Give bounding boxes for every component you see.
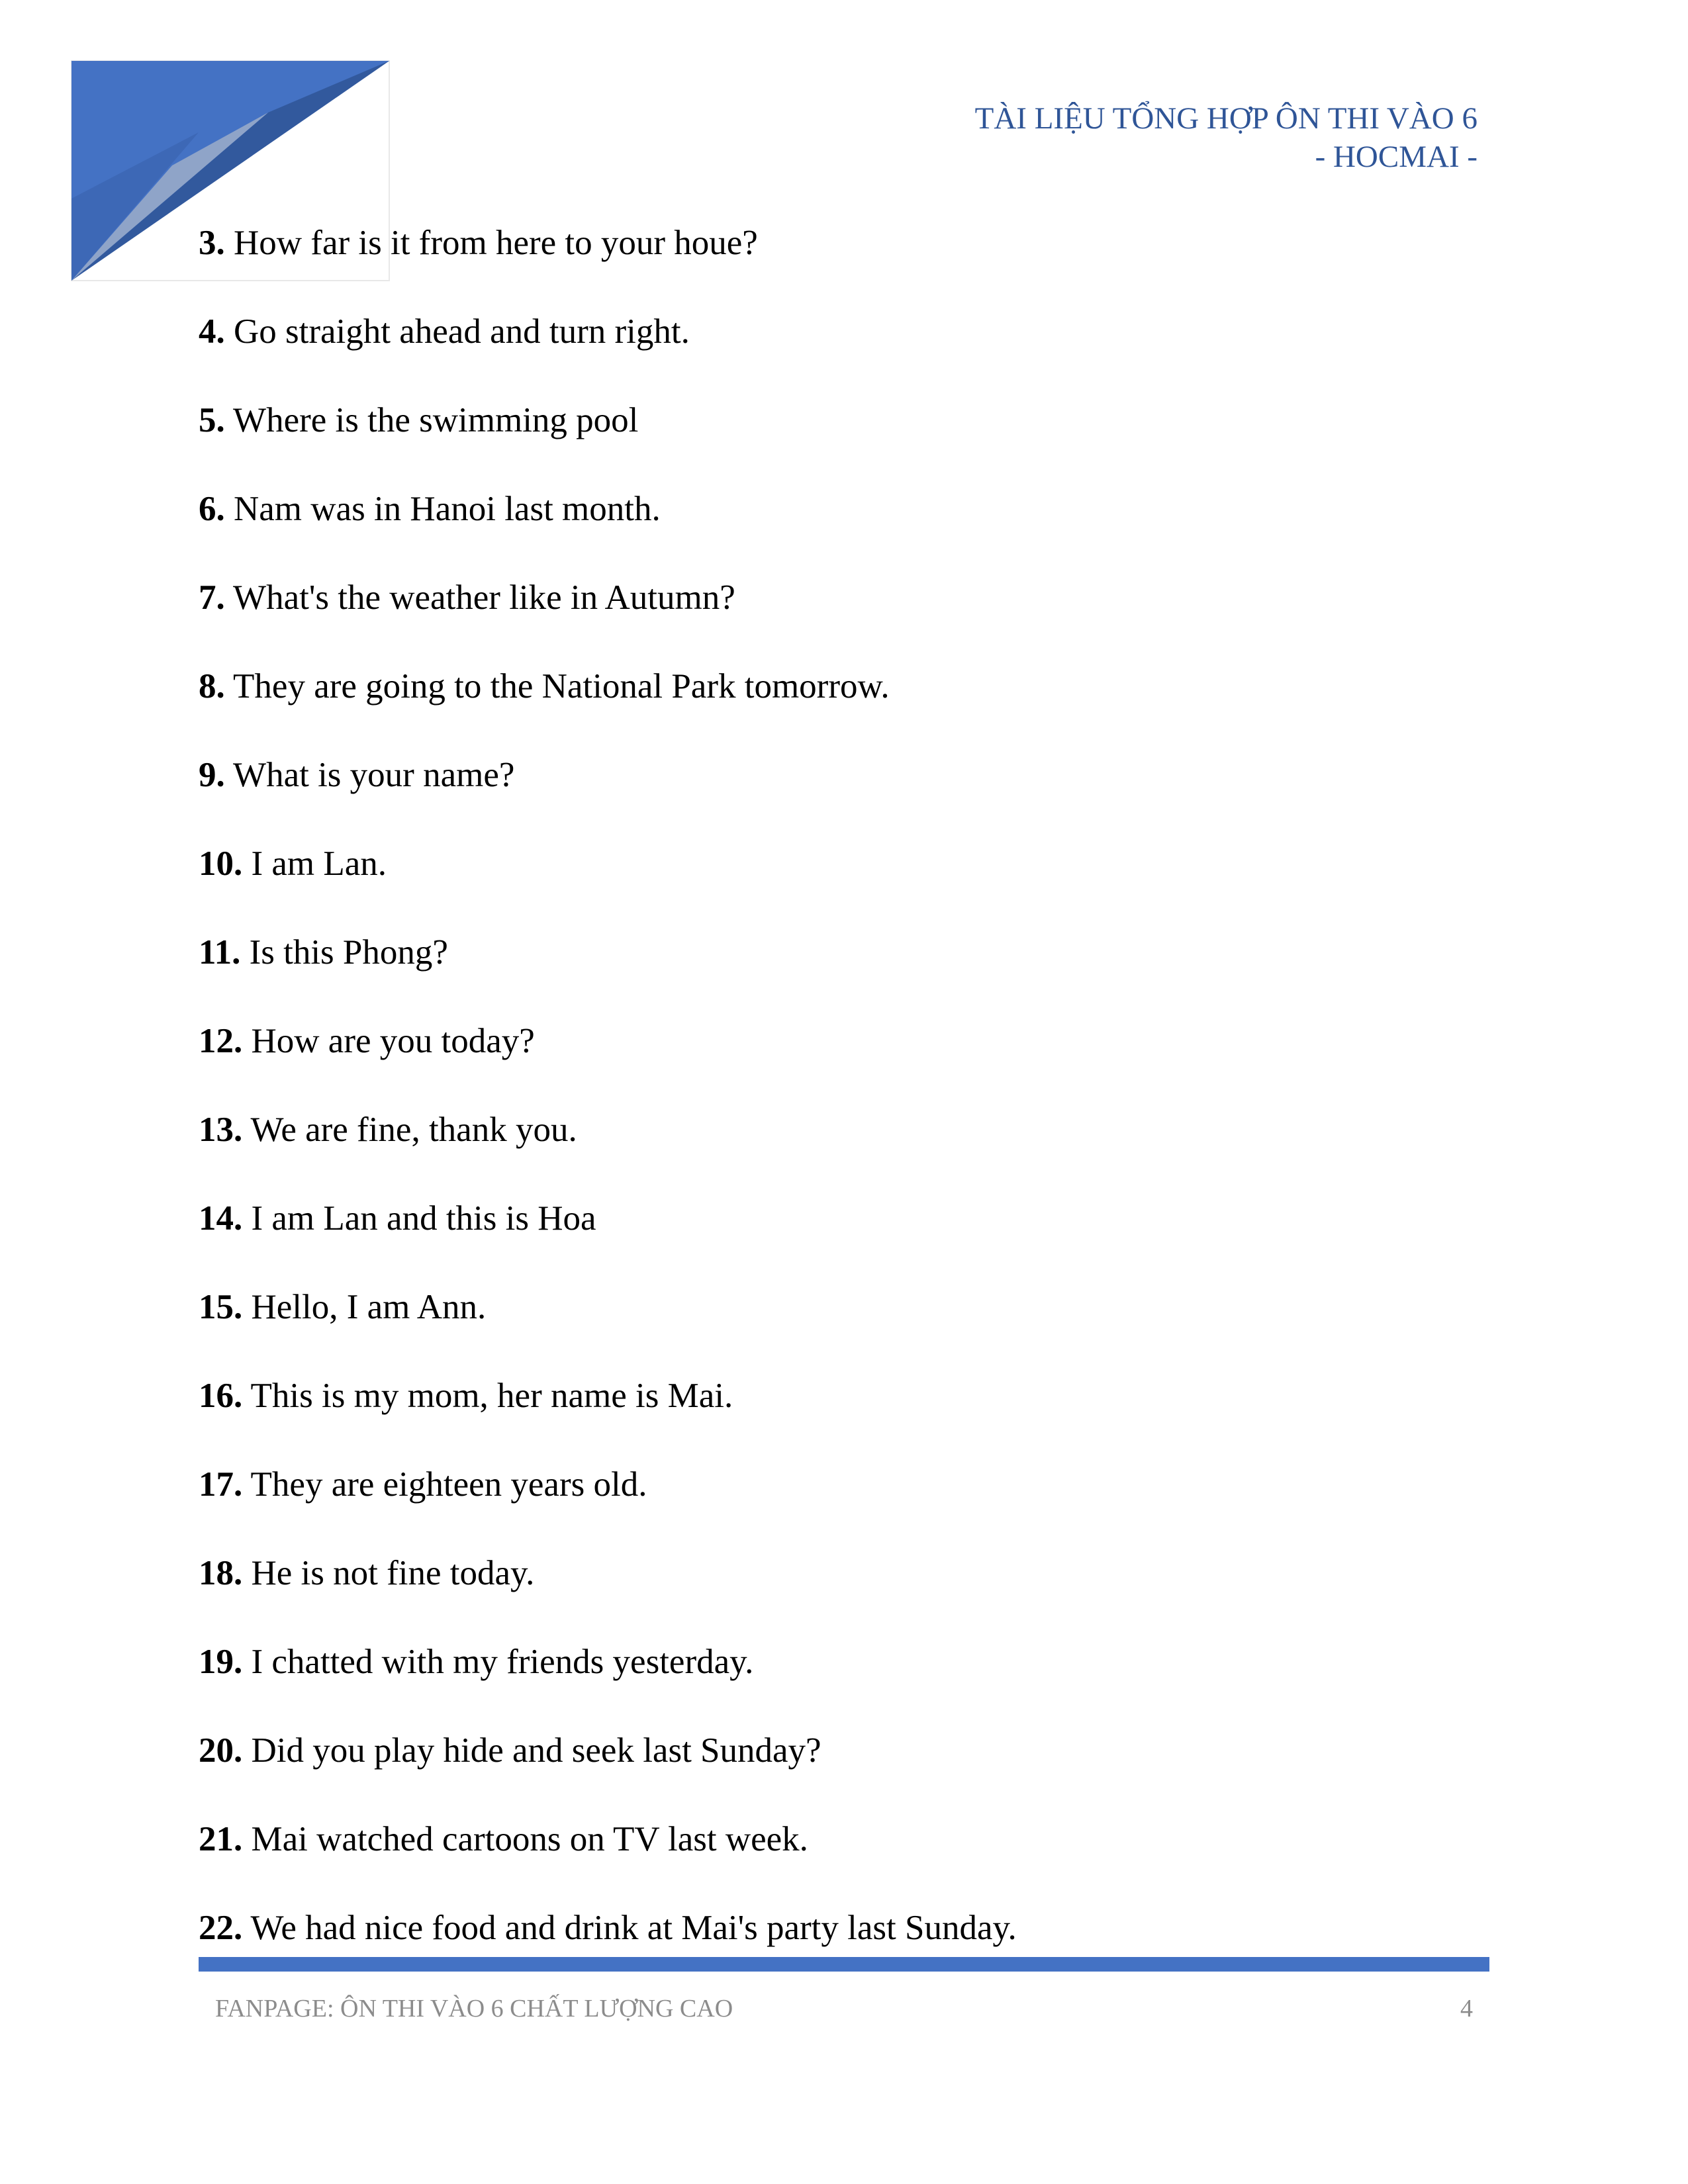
item-number: 18. <box>199 1554 243 1592</box>
list-item <box>199 929 1489 1018</box>
sentence-list <box>199 220 1489 1993</box>
list-item <box>199 1727 1489 1816</box>
item-text: Nam was in Hanoi last month. <box>224 490 661 528</box>
list-item <box>199 752 1489 841</box>
list-item <box>199 397 1489 486</box>
header-title: TÀI LIỆU TỔNG HỢP ÔN THI VÀO 6 <box>974 101 1477 136</box>
item-text: He is not fine today. <box>242 1554 535 1592</box>
item-text: Is this Phong? <box>240 933 448 972</box>
item-number: 9. <box>199 756 225 794</box>
list-item <box>199 1461 1489 1550</box>
item-text: They are eighteen years old. <box>242 1465 647 1504</box>
list-item <box>199 1639 1489 1727</box>
list-item <box>199 1107 1489 1195</box>
item-number: 6. <box>199 490 225 528</box>
footer-fanpage-text: FANPAGE: ÔN THI VÀO 6 CHẤT LƯỢNG CAO <box>215 1995 733 2023</box>
item-number: 21. <box>199 1820 243 1858</box>
item-text: I am Lan. <box>242 844 387 883</box>
item-text: How far is it from here to your houe? <box>224 224 758 262</box>
list-item <box>199 663 1489 752</box>
list-item <box>199 841 1489 929</box>
item-number: 20. <box>199 1731 243 1770</box>
list-item <box>199 1018 1489 1107</box>
item-text: What is your name? <box>224 756 515 794</box>
item-text: Did you play hide and seek last Sunday? <box>242 1731 821 1770</box>
item-number: 16. <box>199 1377 243 1415</box>
item-text: This is my mom, her name is Mai. <box>242 1377 733 1415</box>
item-number: 12. <box>199 1022 243 1060</box>
item-number: 17. <box>199 1465 243 1504</box>
list-item <box>199 1195 1489 1284</box>
item-number: 22. <box>199 1909 243 1947</box>
item-text: I am Lan and this is Hoa <box>242 1199 596 1238</box>
item-text: They are going to the National Park tomorrow. <box>224 667 890 705</box>
item-text: How are you today? <box>242 1022 535 1060</box>
item-number: 15. <box>199 1288 243 1326</box>
item-number: 14. <box>199 1199 243 1238</box>
item-number: 13. <box>199 1111 243 1149</box>
list-item <box>199 486 1489 574</box>
header-subtitle: - HOCMAI - <box>1315 140 1477 174</box>
footer-divider <box>199 1957 1489 1972</box>
item-number: 10. <box>199 844 243 883</box>
item-text: Hello, I am Ann. <box>242 1288 487 1326</box>
list-item <box>199 1905 1489 1993</box>
list-item <box>199 220 1489 308</box>
document-header <box>975 99 1477 176</box>
item-text: What's the weather like in Autumn? <box>224 578 735 617</box>
list-item <box>199 1550 1489 1639</box>
list-item <box>199 1284 1489 1373</box>
list-item <box>199 1816 1489 1905</box>
page-number: 4 <box>1460 1995 1473 2023</box>
list-item <box>199 308 1489 397</box>
item-number: 11. <box>199 933 241 972</box>
item-number: 8. <box>199 667 225 705</box>
item-text: I chatted with my friends yesterday. <box>242 1643 754 1681</box>
item-text: Go straight ahead and turn right. <box>224 312 690 351</box>
item-number: 4. <box>199 312 225 351</box>
item-number: 5. <box>199 401 225 439</box>
item-text: Where is the swimming pool <box>224 401 639 439</box>
list-item <box>199 574 1489 663</box>
item-text: We had nice food and drink at Mai's party last Sunday. <box>242 1909 1017 1947</box>
list-item <box>199 1373 1489 1461</box>
item-number: 7. <box>199 578 225 617</box>
item-text: We are fine, thank you. <box>242 1111 577 1149</box>
item-number: 19. <box>199 1643 243 1681</box>
item-number: 3. <box>199 224 225 262</box>
item-text: Mai watched cartoons on TV last week. <box>242 1820 808 1858</box>
